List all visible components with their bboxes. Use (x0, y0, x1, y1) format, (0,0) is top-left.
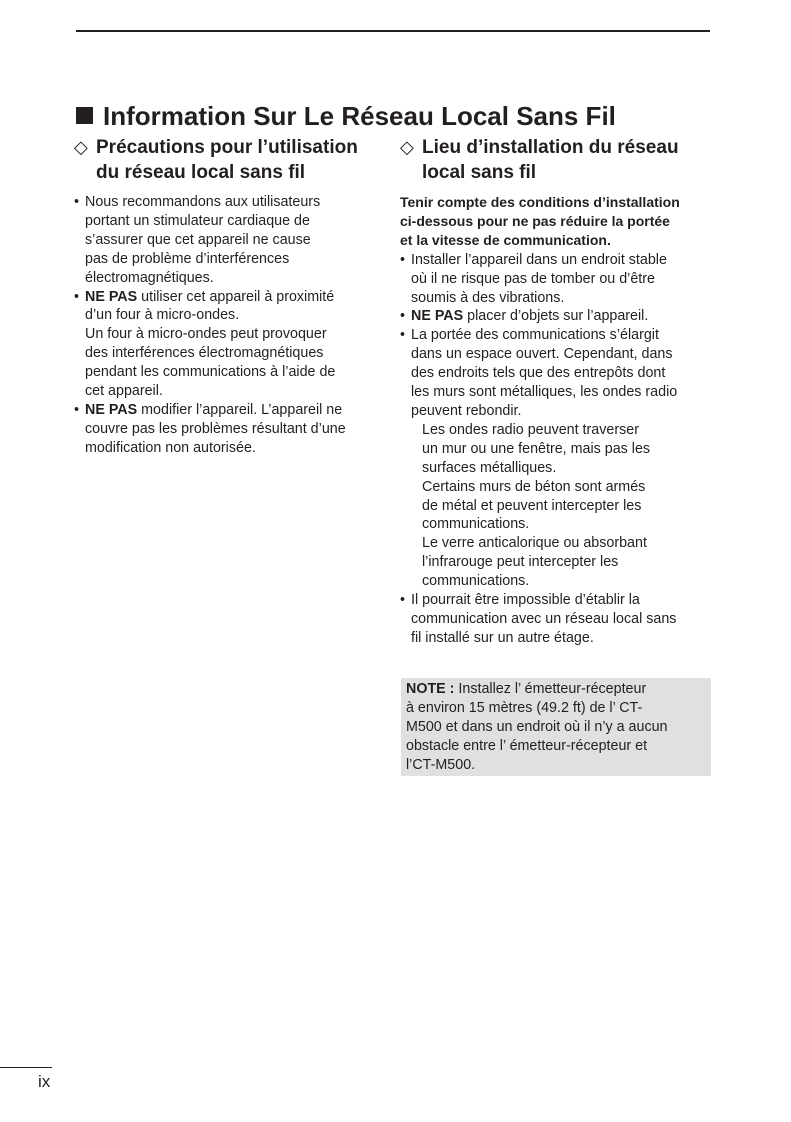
installation-intro (400, 193, 712, 250)
text-line: soumis à des vibrations. (411, 289, 565, 306)
text-line: un mur ou une fenêtre, mais pas les (422, 440, 651, 457)
text-line: Nous recommandons aux utilisateurs (85, 194, 321, 210)
text-line: et la vitesse de communication. (400, 231, 611, 248)
page-title (76, 100, 616, 132)
text-line: électromagnétiques. (85, 269, 214, 286)
text-line: cet appareil. (85, 383, 163, 400)
text-line: couvre pas les problèmes résultant d’une (85, 420, 346, 437)
text-line: l’infrarouge peut intercepter les (422, 554, 619, 571)
left-heading (74, 135, 386, 185)
warning-label: NE PAS (85, 401, 138, 418)
text-line: s’assurer que cet appareil ne cause (85, 231, 311, 248)
text-line: les murs sont métalliques, les ondes radio (411, 384, 678, 401)
top-rule (76, 30, 710, 32)
left-heading-line2: du réseau local sans fil (96, 162, 306, 183)
page-number: ix (38, 1072, 51, 1091)
text-line: des endroits tels que des entrepôts dont (411, 365, 666, 382)
text-line: pas de problème d’interférences (85, 250, 290, 267)
square-bullet-icon (76, 107, 93, 124)
warning-label: NE PAS (85, 288, 138, 305)
text-line: communications. (422, 573, 530, 590)
list-item (400, 591, 712, 648)
text-line: à environ 15 mètres (49.2 ft) de l’ CT- (406, 699, 643, 716)
left-heading-line1: Précautions pour l’utilisation (96, 137, 358, 158)
text-line: placer d’objets sur l’appareil. (463, 308, 649, 325)
text-line: modification non autorisée. (85, 439, 256, 456)
text-line: pendant les communications à l’aide de (85, 364, 336, 381)
right-bullet-list (400, 251, 712, 648)
list-item (400, 307, 712, 326)
left-column (74, 135, 386, 458)
right-column (400, 135, 712, 648)
list-item (74, 288, 386, 401)
text-line: communication avec un réseau local sans (411, 610, 677, 627)
text-line: utiliser cet appareil à proximité (137, 288, 335, 305)
text-line: obstacle entre l’ émetteur-récepteur et (406, 737, 648, 754)
text-line: Les ondes radio peuvent traverser (422, 421, 639, 438)
right-heading (400, 135, 712, 185)
left-bullet-list (74, 193, 386, 458)
text-line: M500 et dans un endroit où il n’y a aucun (406, 718, 668, 735)
list-item (400, 251, 712, 308)
note-box (401, 678, 711, 776)
text-line: Il pourrait être impossible d’établir la (411, 592, 640, 609)
text-line: Tenir compte des conditions d’installation (400, 194, 680, 210)
sub-paragraph (411, 421, 712, 591)
text-line: Le verre anticalorique ou absorbant (422, 535, 647, 552)
right-heading-line2: local sans fil (422, 162, 537, 183)
text-line: dans un espace ouvert. Cependant, dans (411, 346, 673, 363)
footer-rule (0, 1067, 52, 1068)
text-line: Certains murs de béton sont armés (422, 478, 646, 495)
list-item (74, 193, 386, 288)
text-line: Installez l’ émetteur-récepteur (454, 681, 647, 697)
text-line: peuvent rebondir. (411, 402, 522, 419)
text-line: portant un stimulateur cardiaque de (85, 212, 310, 229)
text-line: La portée des communications s’élargit (411, 327, 659, 344)
text-line: fil installé sur un autre étage. (411, 629, 594, 646)
text-line: surfaces métalliques. (422, 459, 557, 476)
text-line: Installer l’appareil dans un endroit stable (411, 251, 667, 268)
text-line: l’CT-M500. (406, 756, 476, 773)
warning-label: NE PAS (411, 308, 464, 325)
diamond-icon: ◇ (400, 137, 414, 157)
text-line: Un four à micro-ondes peut provoquer (85, 326, 327, 343)
text-line: communications. (422, 516, 530, 533)
note-label: NOTE : (406, 681, 455, 697)
list-item (400, 326, 712, 591)
text-line: ci-dessous pour ne pas réduire la portée (400, 212, 670, 229)
text-line: de métal et peuvent intercepter les (422, 497, 642, 514)
diamond-icon: ◇ (74, 137, 88, 157)
page-title-text: Information Sur Le Réseau Local Sans Fil (103, 101, 616, 131)
text-line: d’un four à micro-ondes. (85, 307, 240, 324)
text-line: modifier l’appareil. L’appareil ne (137, 401, 343, 418)
right-heading-line1: Lieu d’installation du réseau (422, 137, 679, 158)
text-line: où il ne risque pas de tomber ou d’être (411, 270, 655, 287)
list-item (74, 401, 386, 458)
text-line: des interférences électromagnétiques (85, 345, 324, 362)
